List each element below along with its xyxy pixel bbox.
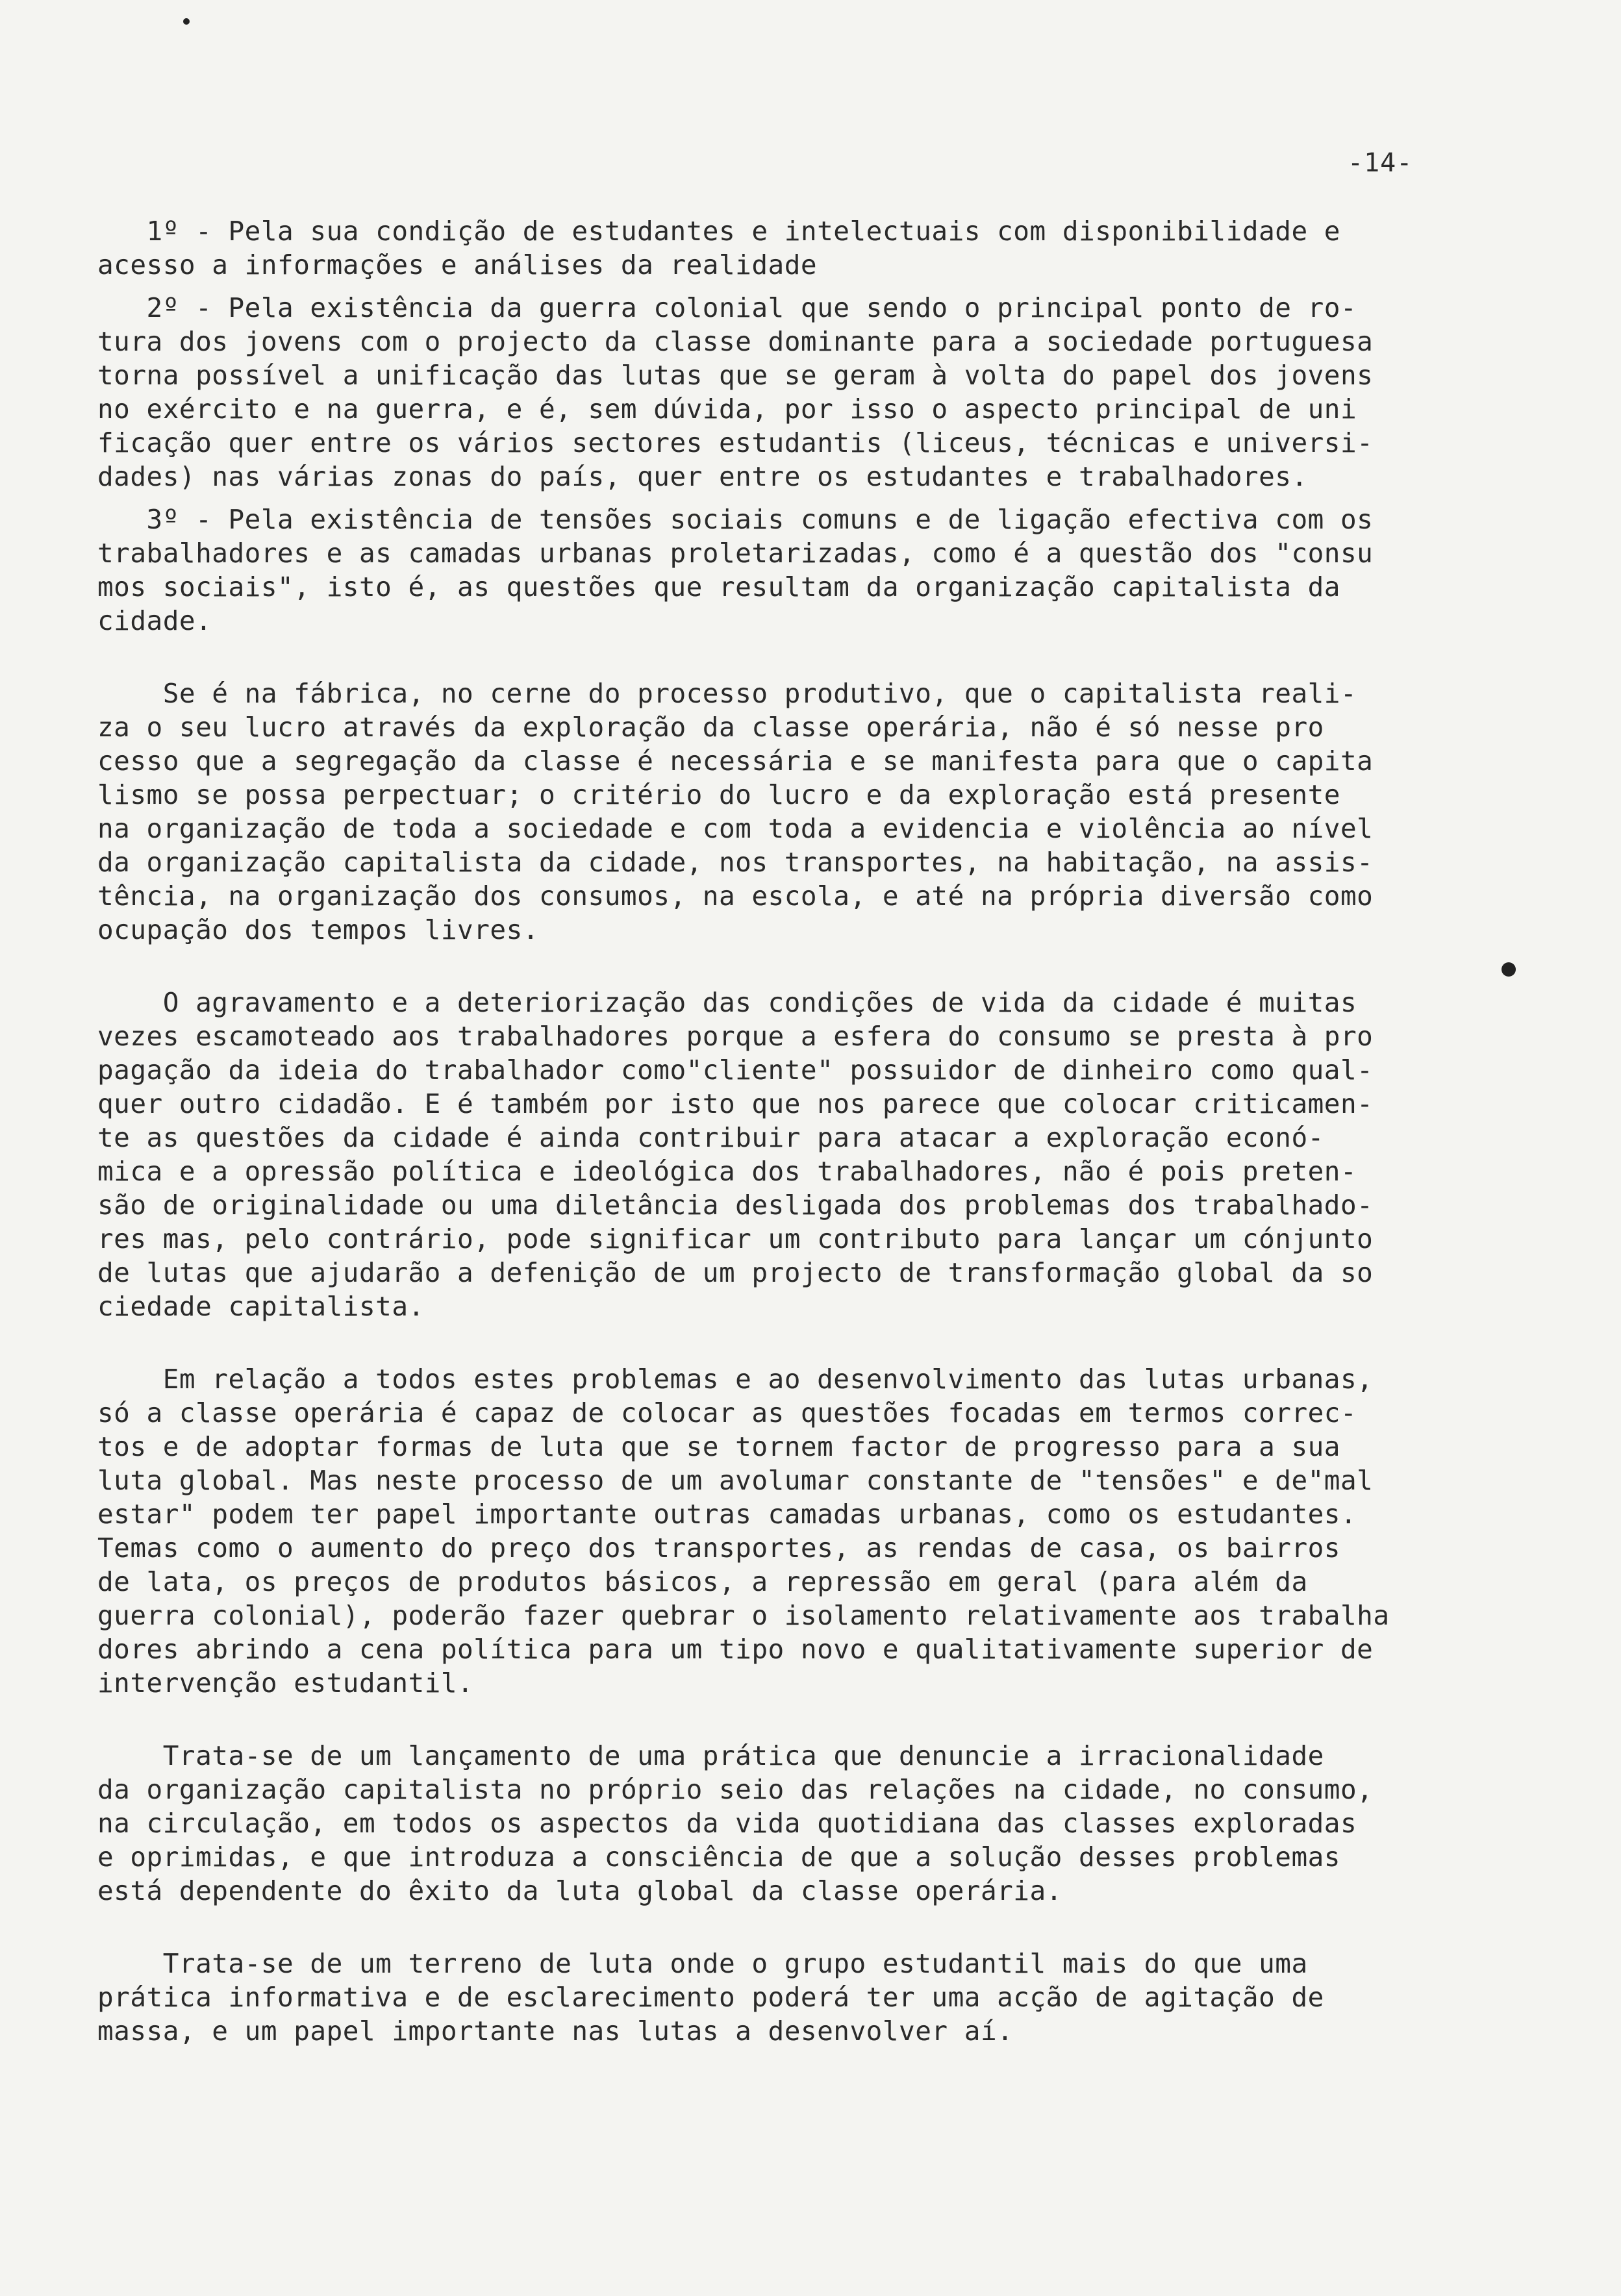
text-line: tência, na organização dos consumos, na escola, e até na própria diversão como — [97, 880, 1374, 912]
text-line: dades) nas várias zonas do país, quer entre os estudantes e trabalhadores. — [97, 461, 1308, 492]
text-line: Trata-se de um lançamento de uma prática que denuncie a irracionalidade — [97, 1740, 1324, 1771]
text-line: tos e de adoptar formas de luta que se tornem factor de progresso para a sua — [97, 1431, 1340, 1462]
text-line: ocupação dos tempos livres. — [97, 914, 539, 945]
text-line: te as questões da cidade é ainda contribuir para atacar a exploração econó- — [97, 1122, 1324, 1153]
text-line: massa, e um papel importante nas lutas a desenvolver aí. — [97, 2015, 1014, 2047]
body-text — [97, 214, 1435, 2048]
text-line: ciedade capitalista. — [97, 1291, 425, 1322]
text-line: tura dos jovens com o projecto da classe dominante para a sociedade portuguesa — [97, 326, 1374, 357]
text-line: torna possível a unificação das lutas que se geram à volta do papel dos jovens — [97, 360, 1374, 391]
text-line: de lata, os preços de produtos básicos, a repressão em geral (para além da — [97, 1566, 1308, 1597]
text-line: acesso a informações e análises da realidade — [97, 249, 818, 281]
text-line: mica e a opressão política e ideológica dos trabalhadores, não é pois preten- — [97, 1156, 1357, 1187]
text-line: e oprimidas, e que introduza a consciência de que a solução desses problemas — [97, 1841, 1340, 1873]
page-number: -14- — [1348, 148, 1413, 178]
text-line: estar" podem ter papel importante outras camadas urbanas, como os estudantes. — [97, 1499, 1357, 1530]
text-line: da organização capitalista da cidade, nos transportes, na habitação, na assis- — [97, 847, 1374, 878]
text-line: guerra colonial), poderão fazer quebrar o isolamento relativamente aos trabalha — [97, 1600, 1390, 1631]
text-line: quer outro cidadão. E é também por isto que nos parece que colocar criticamen- — [97, 1088, 1374, 1119]
text-line: mos sociais", isto é, as questões que resultam da organização capitalista da — [97, 571, 1340, 603]
text-line: Se é na fábrica, no cerne do processo produtivo, que o capitalista reali- — [97, 678, 1357, 709]
text-line: Trata-se de um terreno de luta onde o grupo estudantil mais do que uma — [97, 1948, 1308, 1979]
text-line: cidade. — [97, 605, 212, 636]
text-line: está dependente do êxito da luta global da classe operária. — [97, 1875, 1062, 1906]
text-line: ficação quer entre os vários sectores estudantis (liceus, técnicas e universi- — [97, 427, 1374, 458]
text-line: 2º - Pela existência da guerra colonial que sendo o principal ponto de ro- — [97, 292, 1357, 323]
text-line: pagação da ideia do trabalhador como"cliente" possuidor de dinheiro como qual- — [97, 1054, 1374, 1086]
paragraph-point-3 — [97, 503, 1435, 638]
ink-speck — [1502, 962, 1516, 977]
text-line: vezes escamoteado aos trabalhadores porque a esfera do consumo se presta à pro — [97, 1021, 1374, 1052]
text-line: Em relação a todos estes problemas e ao desenvolvimento das lutas urbanas, — [97, 1364, 1374, 1395]
text-line: prática informativa e de esclarecimento poderá ter uma acção de agitação de — [97, 1982, 1324, 2013]
paragraph-terrain — [97, 1947, 1435, 2048]
text-line: só a classe operária é capaz de colocar as questões focadas em termos correc- — [97, 1397, 1357, 1429]
paragraph-deterioration — [97, 986, 1435, 1323]
text-line: trabalhadores e as camadas urbanas proletarizadas, como é a questão dos "consu — [97, 538, 1374, 569]
text-line: são de originalidade ou uma diletância desligada dos problemas dos trabalhado- — [97, 1190, 1374, 1221]
text-line: O agravamento e a deteriorização das condições de vida da cidade é muitas — [97, 987, 1357, 1018]
text-line: za o seu lucro através da exploração da classe operária, não é só nesse pro — [97, 712, 1324, 743]
ink-speck — [183, 18, 190, 25]
text-line: 1º - Pela sua condição de estudantes e intelectuais com disponibilidade e — [97, 216, 1340, 247]
paragraph-point-1 — [97, 214, 1435, 282]
text-line: lismo se possa perpectuar; o critério do lucro e da exploração está presente — [97, 779, 1340, 810]
text-line: Temas como o aumento do preço dos transportes, as rendas de casa, os bairros — [97, 1532, 1340, 1564]
paragraph-practice — [97, 1739, 1435, 1908]
text-line: no exército e na guerra, e é, sem dúvida, por isso o aspecto principal de uni — [97, 393, 1357, 425]
text-line: res mas, pelo contrário, pode significar um contributo para lançar um cónjunto — [97, 1223, 1374, 1254]
text-line: dores abrindo a cena política para um tipo novo e qualitativamente superior de — [97, 1634, 1374, 1665]
text-line: na circulação, em todos os aspectos da vida quotidiana das classes exploradas — [97, 1808, 1357, 1839]
text-line: intervenção estudantil. — [97, 1667, 474, 1699]
text-line: na organização de toda a sociedade e com toda a evidencia e violência ao nível — [97, 813, 1374, 844]
text-line: cesso que a segregação da classe é necessária e se manifesta para que o capita — [97, 745, 1374, 777]
text-line: luta global. Mas neste processo de um avolumar constante de "tensões" e de"mal — [97, 1465, 1374, 1496]
text-line: da organização capitalista no próprio seio das relações na cidade, no consumo, — [97, 1774, 1374, 1805]
paragraph-factory — [97, 677, 1435, 947]
paragraph-working-class — [97, 1362, 1435, 1700]
text-line: de lutas que ajudarão a defenição de um projecto de transformação global da so — [97, 1257, 1374, 1288]
text-line: 3º - Pela existência de tensões sociais comuns e de ligação efectiva com os — [97, 504, 1374, 535]
paragraph-point-2 — [97, 291, 1435, 493]
